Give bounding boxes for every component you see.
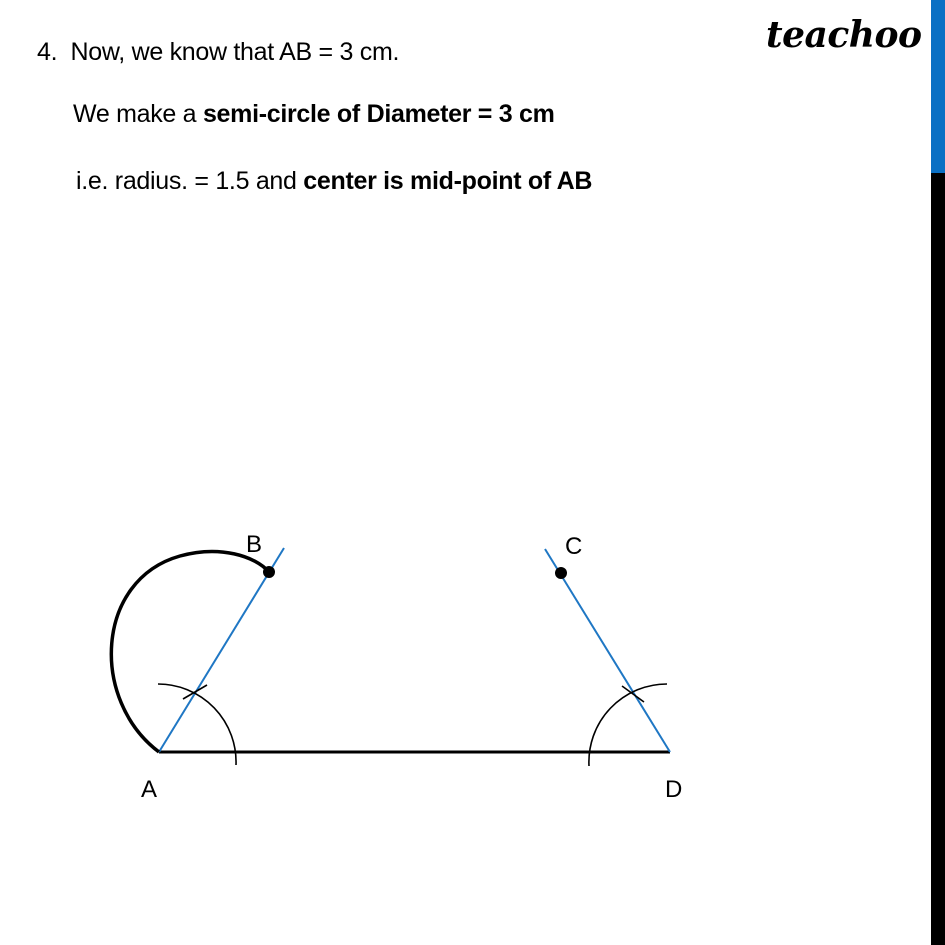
step-text-2-bold: semi-circle of Diameter = 3 cm bbox=[202, 100, 555, 128]
ray-ab bbox=[159, 548, 284, 752]
step-number: 4. bbox=[37, 38, 58, 66]
step-text-3-plain: i.e. radius. = 1.5 and bbox=[76, 167, 304, 195]
compass-arc-d bbox=[589, 684, 667, 766]
label-a: A bbox=[141, 776, 158, 803]
label-d: D bbox=[665, 776, 683, 803]
tick-mark-a bbox=[183, 685, 207, 699]
point-c-dot bbox=[555, 567, 567, 579]
label-b: B bbox=[246, 531, 263, 558]
semicircle-arc-outer bbox=[111, 552, 269, 752]
step-text-2-plain: We make a bbox=[73, 100, 203, 128]
teachoo-logo: teachoo bbox=[766, 14, 922, 56]
step-text-3-bold: center is mid-point of AB bbox=[303, 167, 593, 195]
label-c: C bbox=[565, 533, 583, 560]
step-text-1: Now, we know that AB = 3 cm. bbox=[70, 38, 400, 66]
ray-dc bbox=[545, 549, 670, 752]
point-b-dot bbox=[263, 566, 275, 578]
